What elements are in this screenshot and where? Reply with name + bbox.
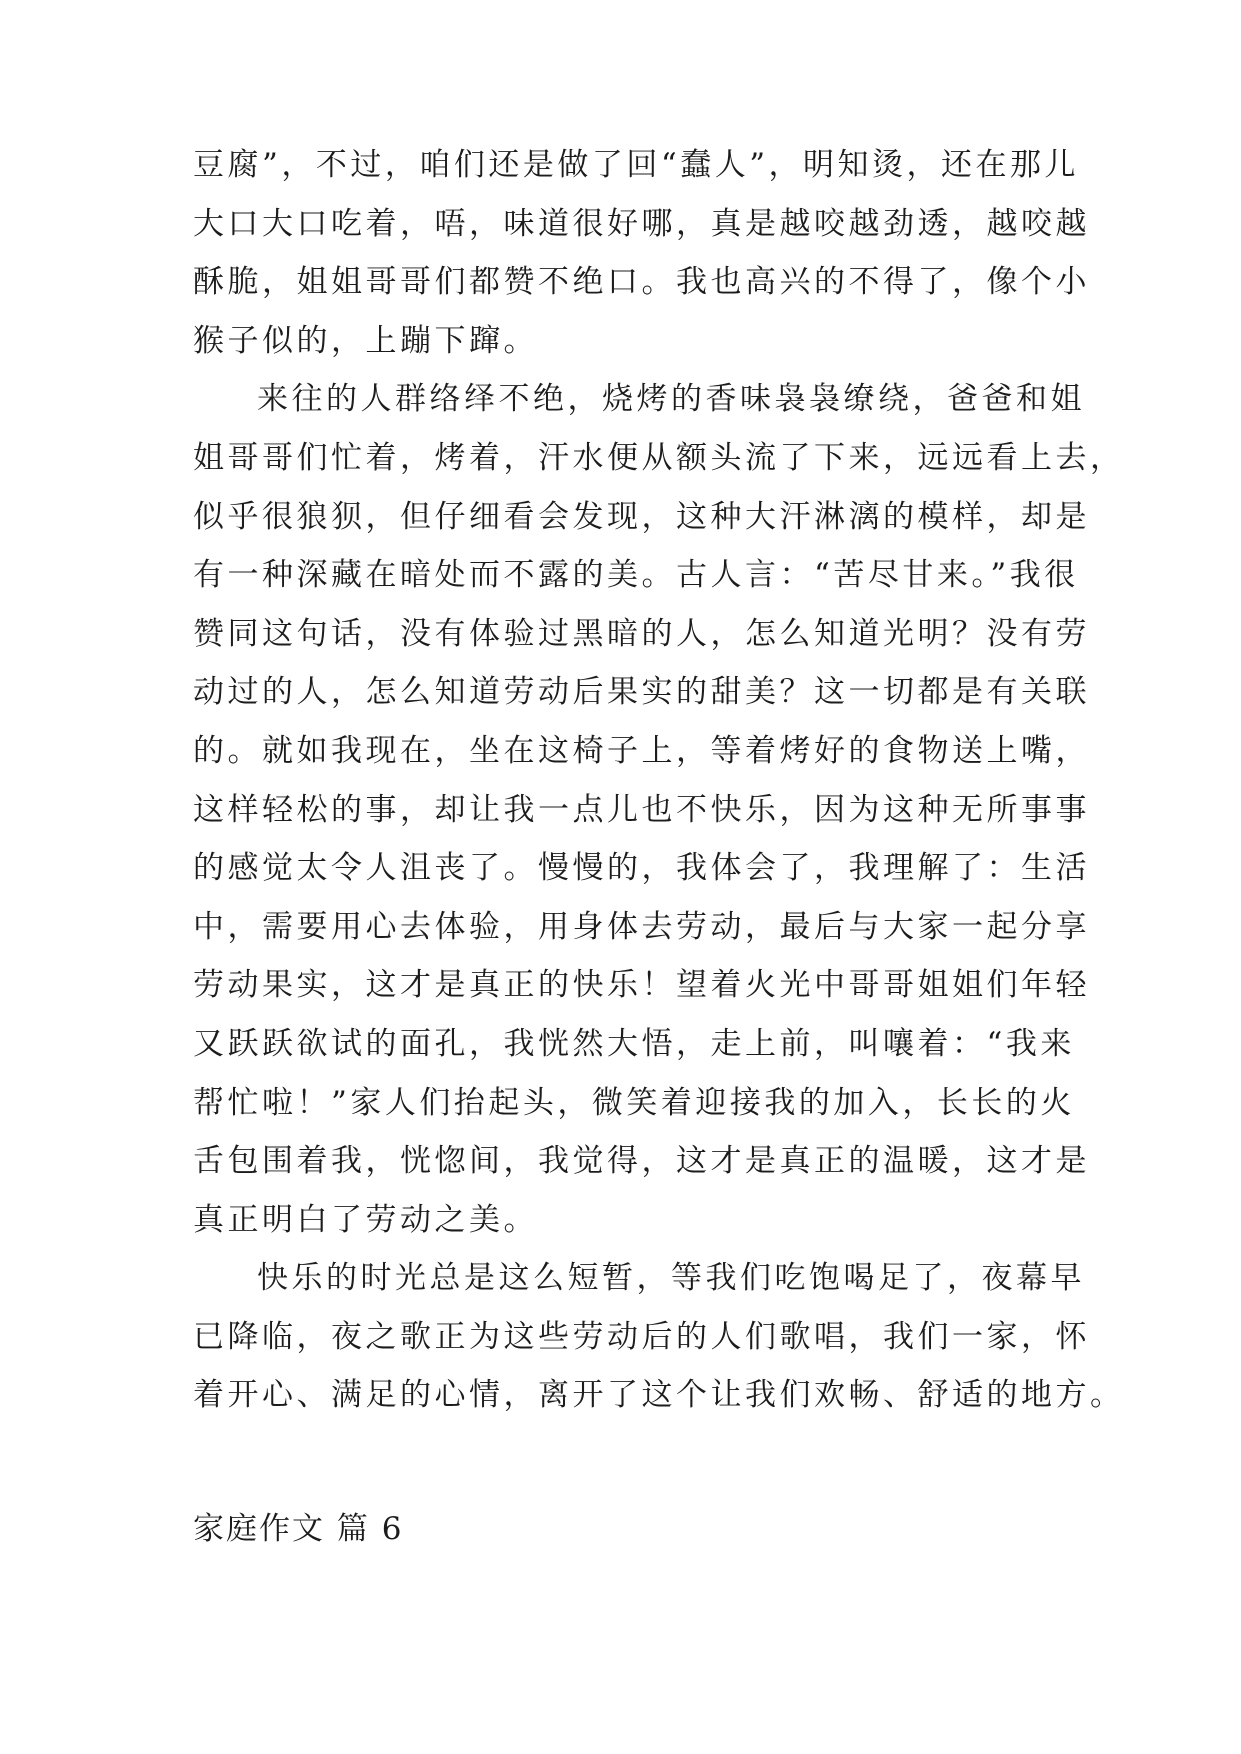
paragraph-2-line-8: 这样轻松的事，却让我一点儿也不快乐，因为这种无所事事 [193,791,1090,828]
paragraph-3-line-3: 着开心、满足的心情，离开了这个让我们欢畅、舒适的地方。 [193,1377,1125,1414]
paragraph-2-line-2: 姐哥哥们忙着，烤着，汗水便从额头流了下来，远远看上去， [193,439,1125,476]
paragraph-2-line-5: 赞同这句话，没有体验过黑暗的人，怎么知道光明？没有劳 [193,615,1090,652]
paragraph-2-line-10: 中，需要用心去体验，用身体去劳动，最后与大家一起分享 [193,908,1090,945]
paragraph-2-line-1: 来往的人群络绎不绝，烧烤的香味袅袅缭绕，爸爸和姐 [257,381,1085,418]
paragraph-2-line-4: 有一种深藏在暗处而不露的美。古人言：“苦尽甘来。”我很 [193,557,1079,594]
paragraph-2-line-13: 帮忙啦！”家人们抬起头，微笑着迎接我的加入，长长的火 [193,1084,1075,1121]
section-heading: 家庭作文 篇 6 [193,1511,404,1547]
paragraph-2-line-12: 又跃跃欲试的面孔，我恍然大悟，走上前，叫嚷着：“我来 [193,1025,1075,1062]
paragraph-2-line-6: 动过的人，怎么知道劳动后果实的甜美？这一切都是有关联 [193,674,1090,711]
paragraph-3-line-1: 快乐的时光总是这么短暂，等我们吃饱喝足了，夜幕早 [257,1260,1085,1297]
paragraph-1-line-4: 猴子似的，上蹦下蹿。 [193,322,538,359]
paragraph-1-line-1: 豆腐”，不过，咱们还是做了回“蠢人”，明知烫，还在那儿 [193,147,1080,183]
paragraph-2-line-3: 似乎很狼狈，但仔细看会发现，这种大汗淋漓的模样，却是 [193,498,1090,535]
paragraph-3-line-2: 已降临，夜之歌正为这些劳动后的人们歌唱，我们一家，怀 [193,1318,1090,1355]
paragraph-2-line-9: 的感觉太令人沮丧了。慢慢的，我体会了，我理解了：生活 [193,850,1090,887]
paragraph-2-line-11: 劳动果实，这才是真正的快乐！望着火光中哥哥姐姐们年轻 [193,967,1090,1004]
paragraph-2-line-7: 的。就如我现在，坐在这椅子上，等着烤好的食物送上嘴， [193,732,1090,769]
paragraph-1-line-3: 酥脆，姐姐哥哥们都赞不绝口。我也高兴的不得了，像个小 [193,264,1090,301]
body-text [193,136,1125,1425]
paragraph-2-line-15: 真正明白了劳动之美。 [193,1201,538,1238]
paragraph-2-line-14: 舌包围着我，恍惚间，我觉得，这才是真正的温暖，这才是 [193,1143,1090,1180]
paragraph-1-line-2: 大口大口吃着，唔，味道很好哪，真是越咬越劲透，越咬越 [193,205,1090,242]
